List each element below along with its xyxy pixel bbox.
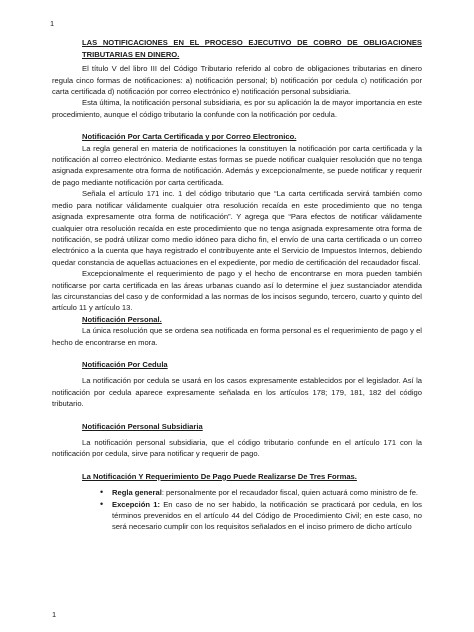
list-item — [112, 499, 422, 533]
formas-list — [52, 487, 422, 533]
heading-notificacion-personal: Notificación Personal. — [82, 314, 162, 324]
intro-paragraph-2: Esta última, la notificación personal subsidiaria, es por su aplicación la de mayor importancia en este procedimiento, aunque el código tributario la confunde con la notificación por cedula. — [52, 98, 422, 119]
heading-tres-formas: La Notificación Y Requerimiento De Pago Puede Realizarse De Tres Formas. — [82, 471, 357, 481]
subsidiaria-paragraph: La notificación personal subsidiaria, que el código tributario confunde en el artículo 171 con la notificación por cedula, sirve para notificar y requerir de pago. — [52, 438, 422, 459]
carta-paragraph-1: La regla general en materia de notificaciones la constituyen la notificación por carta certificada y la notificación al correo electrónico. Mediante estas formas se puede notificar cualquier resolución que no tenga asignada expresamente otra forma de notificación. Además y excepcionalmente, se puede notificar y requerir de pago mediante notificación por carta certificada. — [52, 143, 422, 187]
heading-carta-certificada: Notificación Por Carta Certificada y por Correo Electronico. — [82, 132, 297, 142]
list-item-label: Regla general — [112, 488, 162, 498]
list-item-label: Excepción 1: — [112, 499, 160, 509]
heading-notificacion-cedula: Notificación Por Cedula — [82, 359, 168, 369]
personal-paragraph: La única resolución que se ordena sea notificada en forma personal es el requerimiento de pago y el hecho de encontrarse en mora. — [52, 326, 422, 347]
footer-page-number: 1 — [52, 609, 57, 619]
document-title: LAS NOTIFICACIONES EN EL PROCESO EJECUTIVO DE COBRO DE OBLIGACIONES TRIBUTARIAS EN DINERO. — [82, 38, 422, 59]
carta-paragraph-3: Excepcionalmente el requerimiento de pago y el hecho de encontrarse en mora pueden también notificarse por carta certificada en las áreas urbanas cuando así lo determine el juez sustanciador atendida las circunstancias del caso y de conformidad a las normas de los incisos segundo, tercero, cuarto y quinto del artículo 11 y artículo 13. — [52, 269, 422, 313]
list-item — [112, 487, 422, 498]
page-number: 1 — [50, 19, 55, 28]
heading-personal-subsidiaria: Notificación Personal Subsidiaria — [82, 421, 203, 431]
carta-paragraph-2: Señala el artículo 171 inc. 1 del código tributario que “La carta certificada servirá también como medio para notificar válidamente cualquier otra resolución recaída en este procedimiento que no tenga asignada expresamente otra forma de notificación”. Y agrega que “Para efectos de notificar válidamente cualquier otra resolución recaída en este procedimiento que no tenga asignada expresamente otra forma de notificación, se podrá utilizar como medio idóneo para dicho fin, el envío de una carta certificada o un correo electrónico a la cuenta que haya registrado el contribuyente ante el Servicio de Impuestos Internos, debiendo quedar constancia de aquellas actuaciones en el expediente, por medio de certificación del recaudador fiscal. — [52, 189, 422, 267]
cedula-paragraph: La notificación por cedula se usará en los casos expresamente establecidos por el legislador. Así la notificación por cedula aparece expresamente señalada en los artículos 178; 179, 181, 182 del código tributario. — [52, 376, 422, 409]
list-item-text: : personalmente por el recaudador fiscal, quien actuará como ministro de fe. — [161, 488, 419, 498]
list-item-text: En caso de no ser habido, la notificación se practicará por cedula, en los términos prevenidos en el artículo 44 del Código de Procedimiento Civil; en este caso, no será necesario cumplir con los requisitos señalados en el inciso primero de dicho artículo — [112, 499, 422, 532]
intro-paragraph: El título V del libro III del Código Tributario referido al cobro de obligaciones tributarias en dinero regula cinco formas de notificaciones: a) notificación personal; b) notificación por cedula c) notificación por carta certificada d) notificación por correo electrónico e) notificación personal subsidiaria. — [52, 64, 422, 97]
